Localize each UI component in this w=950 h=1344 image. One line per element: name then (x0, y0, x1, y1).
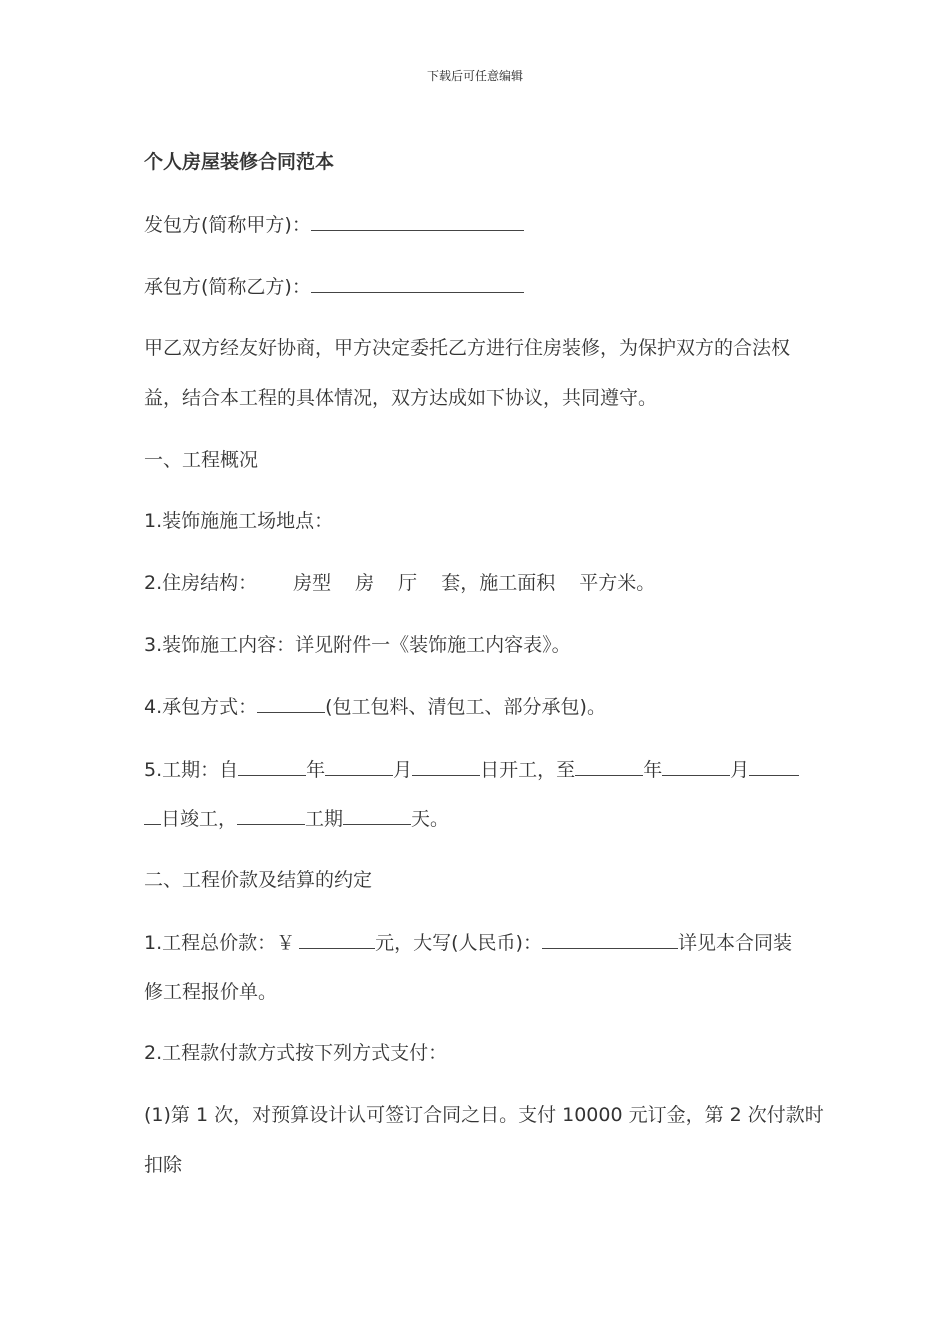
start-label: 日开工，至 (480, 759, 576, 781)
end-year-blank[interactable] (575, 757, 643, 776)
section-2-item-1-line-1 (144, 930, 792, 955)
period-label: 5.工期：自 (144, 759, 239, 781)
payment-1-line-2: 扣除 (144, 1154, 183, 1176)
section-1-item-5-line-1 (144, 757, 799, 782)
end-label: 日竣工， (161, 808, 238, 830)
payment-1-line-1: (1)第 1 次，对预算设计认可签订合同之日。支付 10000 元订金，第 2 次付款时 (144, 1104, 824, 1126)
total-price-blank[interactable] (299, 930, 375, 949)
section-1-item-4 (144, 694, 606, 719)
section-1-item-1: 1.装饰施施工场地点： (144, 510, 334, 532)
month-label-2: 月 (730, 759, 750, 781)
contract-method-label: 4.承包方式： (144, 696, 258, 718)
start-year-blank[interactable] (238, 757, 306, 776)
amount-in-words-label: 元，大写(人民币)： (375, 932, 542, 954)
room-type-label: 房型 (293, 572, 332, 594)
area-unit-label: 平方米。 (579, 572, 656, 594)
party-b-blank[interactable] (311, 274, 524, 293)
housing-structure-label: 2.住房结构： (144, 572, 258, 594)
total-price-label: 1.工程总价款：￥ (144, 932, 296, 954)
contract-method-blank[interactable] (257, 694, 325, 713)
section-2-item-2: 2.工程款付款方式按下列方式支付： (144, 1042, 448, 1064)
section-2-heading: 二、工程价款及结算的约定 (144, 869, 373, 891)
end-month-blank[interactable] (662, 757, 730, 776)
suite-area-label: 套，施工面积 (441, 572, 556, 594)
party-a-label: 发包方(简称甲方)： (144, 214, 311, 236)
document-title: 个人房屋装修合同范本 (144, 151, 335, 173)
period-blank[interactable] (237, 806, 305, 825)
year-label: 年 (306, 759, 326, 781)
party-b-label: 承包方(简称乙方)： (144, 276, 311, 298)
month-label: 月 (393, 759, 413, 781)
see-quotation-label: 详见本合同装 (677, 932, 792, 954)
section-2-item-1-line-2: 修工程报价单。 (144, 981, 278, 1003)
start-day-blank[interactable] (412, 757, 480, 776)
hall-label: 厅 (398, 572, 418, 594)
room-label: 房 (355, 572, 375, 594)
intro-line-2: 益，结合本工程的具体情况，双方达成如下协议，共同遵守。 (144, 387, 658, 409)
end-day-blank-part-1[interactable] (749, 757, 799, 776)
party-a-line (144, 212, 524, 237)
section-1-item-2 (144, 571, 655, 595)
intro-line-1: 甲乙双方经友好协商，甲方决定委托乙方进行住房装修，为保护双方的合法权 (144, 337, 791, 359)
party-b-line (144, 274, 524, 299)
period-days-label: 工期 (305, 808, 344, 830)
party-a-blank[interactable] (311, 212, 524, 231)
start-month-blank[interactable] (325, 757, 393, 776)
header-note: 下载后可任意编辑 (426, 69, 523, 83)
amount-in-words-blank[interactable] (542, 930, 678, 949)
year-label-2: 年 (643, 759, 663, 781)
contract-method-options: (包工包料、清包工、部分承包)。 (325, 696, 606, 718)
days-blank[interactable] (343, 806, 411, 825)
end-day-blank-part-2[interactable] (144, 806, 161, 825)
section-1-heading: 一、工程概况 (144, 449, 259, 471)
section-1-item-5-line-2 (144, 806, 449, 831)
days-label: 天。 (411, 808, 450, 830)
section-1-item-3: 3.装饰施工内容：详见附件一《装饰施工内容表》。 (144, 634, 571, 656)
